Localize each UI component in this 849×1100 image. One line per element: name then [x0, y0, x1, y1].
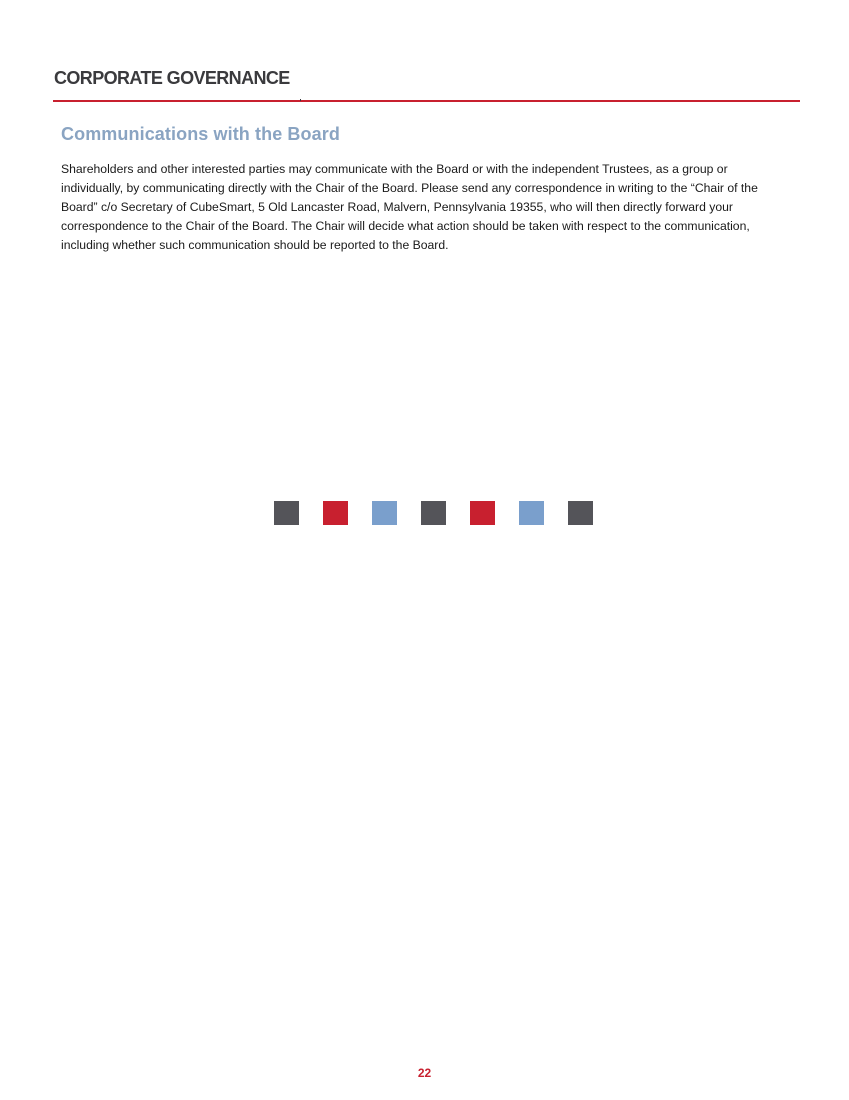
- header-divider: [53, 100, 800, 102]
- decorative-square: [519, 501, 544, 525]
- subsection-title: Communications with the Board: [61, 124, 340, 144]
- decorative-square: [568, 501, 593, 525]
- section-header: CORPORATE GOVERNANCE: [54, 68, 290, 88]
- decorative-square: [372, 501, 397, 525]
- decorative-square: [274, 501, 299, 525]
- decorative-squares: [274, 501, 593, 525]
- page-number: 22: [417, 1066, 432, 1080]
- decorative-square: [421, 501, 446, 525]
- body-paragraph: Shareholders and other interested parties may communicate with the Board or with the independent Trustees, as a group or individually, by communicating directly with the Chair of the Board. Please send any correspondence in writing to the “Chair of the Board” c/o Secretary of CubeSmart, 5 Old Lancaster Road, Malvern, Pennsylvania 19355, who will then directly forward your correspondence to the Chair of the Board. The Chair will decide what action should be taken with respect to the communication, including whether such communication should be reported to the Board.: [61, 162, 758, 252]
- decorative-square: [323, 501, 348, 525]
- header-divider-tick: [300, 99, 301, 101]
- decorative-square: [470, 501, 495, 525]
